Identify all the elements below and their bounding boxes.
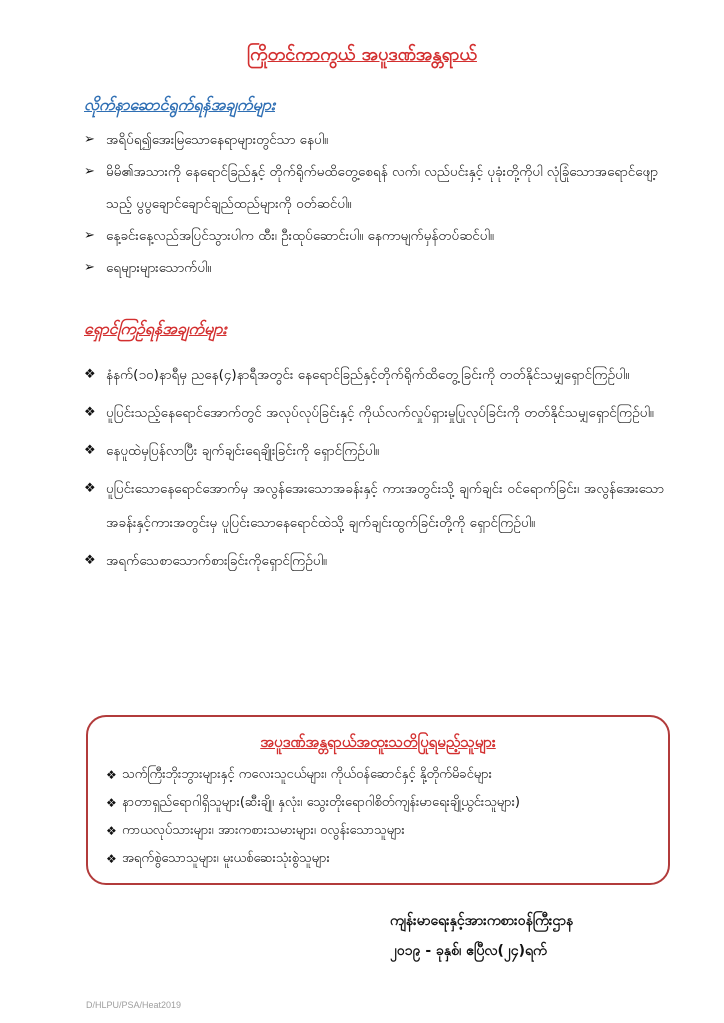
avoid-heading: ရှောင်ကြဉ်ရန်အချက်များ	[84, 319, 227, 338]
list-item: ❖ အရက်သေစာသောက်စားခြင်းကိုရှောင်ကြဉ်ပါ။	[84, 544, 664, 578]
list-item: ➢ မိမိ၏အသားကို နေရောင်ခြည်နှင့် တိုက်ရိုက်မထိတွေ့စေရန် လက်၊ လည်ပင်းနှင့် ပုခုံးတို့ကိုပါ လုံခြုံသောအရောင်ဖျော့သည့် ပွပွချောင်ချောင်ချည်ထည်များကို ဝတ်ဆင်ပါ။	[84, 156, 664, 220]
signature-block	[390, 906, 573, 966]
list-item: ➢ အရိပ်ရ၍အေးမြသောနေရာများတွင်သာ နေပါ။	[84, 124, 664, 156]
diamond-marker-icon: ❖	[84, 367, 96, 382]
diamond-marker-icon: ❖	[84, 405, 96, 420]
advice-heading: လိုက်နာဆောင်ရွက်ရန်အချက်များ	[84, 95, 275, 114]
list-item: ❖ သက်ကြီးဘိုးဘွားများနှင့် ကလေးသူငယ်များ၊ ကိုယ်ဝန်ဆောင်နှင့် နို့တိုက်မိခင်များ	[106, 761, 662, 789]
diamond-marker-icon: ❖	[106, 852, 117, 866]
list-item: ❖ ပူပြင်းသည့်နေရောင်အောက်တွင် အလုပ်လုပ်ခြင်းနှင့် ကိုယ်လက်လှုပ်ရှားမှုပြုလုပ်ခြင်းကို တတ်နိုင်သမျှရှောင်ကြဉ်ပါ။	[84, 396, 664, 430]
diamond-marker-icon: ❖	[106, 796, 117, 810]
issue-date: ၂၀၁၉ - ခုနှစ်၊ ဧပြီလ(၂၄)ရက်	[390, 943, 547, 959]
list-item: ❖ နေပူထဲမှပြန်လာပြီး ချက်ချင်းရေချိုးခြင်းကို ရှောင်ကြဉ်ပါ။	[84, 434, 664, 468]
diamond-marker-icon: ❖	[106, 768, 117, 782]
arrow-marker-icon: ➢	[84, 260, 95, 275]
list-item: ❖ နံနက်(၁၀)နာရီမှ ညနေ(၄)နာရီအတွင်း နေရောင်ခြည်နှင့်တိုက်ရိုက်ထိတွေ့ခြင်းကို တတ်နိုင်သမျှရှောင်ကြဉ်ပါ။	[84, 358, 664, 392]
advice-list	[84, 124, 664, 284]
diamond-marker-icon: ❖	[84, 481, 96, 496]
avoid-list	[84, 358, 664, 578]
arrow-marker-icon: ➢	[84, 132, 95, 147]
list-item: ❖ ပူပြင်းသောနေရောင်အောက်မှ အလွန်အေးသောအခန်းနှင့် ကားအတွင်းသို့ ချက်ချင်း ဝင်ရောက်ခြင်း၊ အလွန်အေးသောအခန်းနှင့်ကားအတွင်းမှ ပူပြင်းသောနေရောင်ထဲသို့ ချက်ချင်းထွက်ခြင်းတို့ကို ရှောင်ကြဉ်ပါ။	[84, 472, 664, 540]
diamond-marker-icon: ❖	[106, 824, 117, 838]
diamond-marker-icon: ❖	[84, 443, 96, 458]
arrow-marker-icon: ➢	[84, 164, 95, 179]
risk-groups-box	[86, 715, 670, 885]
list-item: ➢ နေ့ခင်းနေ့လည်အပြင်သွားပါက ထီး၊ ဦးထုပ်ဆောင်းပါ။ နေကာမျက်မှန်တပ်ဆင်ပါ။	[84, 220, 664, 252]
list-item: ❖ ကာယလုပ်သားများ၊ အားကစားသမားများ၊ ဝလွန်းသောသူများ	[106, 817, 662, 845]
risk-groups-heading: အပူဒဏ်အန္တရာယ်အထူးသတိပြုရမည့်သူများ	[260, 733, 496, 751]
page-title: ကြိုတင်ကာကွယ် အပူဒဏ်အန္တရာယ်	[247, 44, 477, 65]
list-item: ❖ အရက်စွဲသောသူများ၊ မူးယစ်ဆေးသုံးစွဲသူများ	[106, 845, 662, 873]
list-item: ❖ နာတာရှည်ရောဂါရှိသူများ(ဆီးချို၊ နှလုံး၊ သွေးတိုးရောဂါစိတ်ကျန်းမာရေးချို့ယွင်းသူများ)	[106, 789, 662, 817]
document-reference: D/HLPU/PSA/Heat2019	[86, 1000, 182, 1010]
issuing-department: ကျန်းမာရေးနှင့်အားကစားဝန်ကြီးဌာန	[390, 913, 574, 929]
list-item: ➢ ရေများများသောက်ပါ။	[84, 252, 664, 284]
diamond-marker-icon: ❖	[84, 553, 96, 568]
arrow-marker-icon: ➢	[84, 228, 95, 243]
risk-groups-list	[106, 761, 662, 873]
